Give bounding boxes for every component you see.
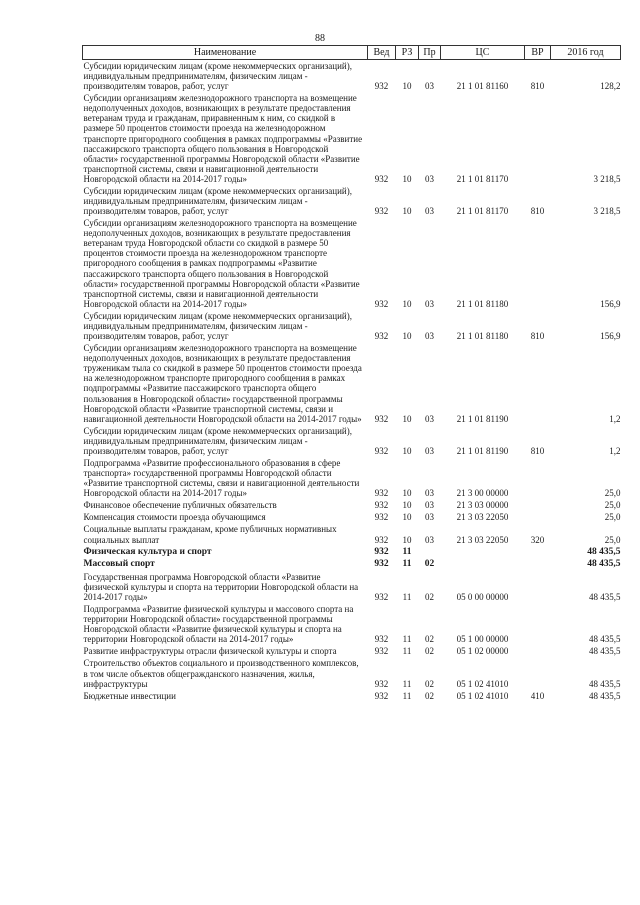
row-vr bbox=[525, 546, 551, 559]
row-rz: 11 bbox=[402, 646, 412, 657]
row-ved: 932 bbox=[374, 413, 389, 424]
table-row bbox=[83, 217, 621, 310]
table-row bbox=[83, 425, 621, 457]
row-sum: 3 218,5 bbox=[593, 206, 621, 217]
row-ved: 932 bbox=[374, 512, 389, 523]
table-row bbox=[83, 645, 621, 657]
row-name: Строительство объектов социального и производственного комплексов, в том числе объектов общегражданского назначения, жилья, инфраструктуры bbox=[83, 658, 359, 689]
row-vr: 810 bbox=[530, 331, 545, 342]
table-row bbox=[83, 571, 621, 603]
row-name: Финансовое обеспечение публичных обязательств bbox=[83, 500, 277, 511]
row-name: Массовый спорт bbox=[83, 559, 155, 570]
row-name: Субсидии организациям железнодорожного транспорта на возмещение недополученных доходов, возникающих в результате предоставления ветеранам труда и гражданам, приравненным к ним, со скидкой в размере 50 процентов стоимости проезда на железнодорожном транспорте пригородного сообщения в рамках подпрограммы «Развитие пассажирского транспорта общего пользования в Новгородской области» государственной программы Новгородской области «Развитие транспортной системы, связи и навигационной деятельности Новгородской области на 2014-2017 годы» bbox=[83, 93, 363, 184]
row-pr: 02 bbox=[425, 634, 434, 645]
row-sum: 1,2 bbox=[609, 413, 621, 424]
row-cs: 21 3 03 22050 bbox=[456, 534, 509, 545]
row-rz: 10 bbox=[402, 206, 412, 217]
row-cs: 21 1 01 81170 bbox=[456, 206, 509, 217]
row-sum: 25,0 bbox=[604, 534, 621, 545]
row-rz: 10 bbox=[402, 534, 412, 545]
row-cs: 21 1 01 81190 bbox=[456, 413, 509, 424]
row-ved: 932 bbox=[374, 646, 389, 657]
row-sum: 48 435,5 bbox=[589, 646, 621, 657]
row-vr bbox=[525, 645, 551, 657]
row-name: Субсидии юридическим лицам (кроме некоммерческих организаций), индивидуальным предпринимателям, физическим лицам - производителям товаров, работ, услуг bbox=[83, 310, 352, 342]
table-row bbox=[83, 310, 621, 342]
row-vr: 320 bbox=[530, 534, 545, 545]
row-rz: 11 bbox=[402, 634, 412, 645]
row-cs bbox=[441, 546, 525, 559]
row-rz: 10 bbox=[402, 298, 412, 309]
row-name: Субсидии организациям железнодорожного транспорта на возмещение недополученных доходов, возникающих в результате предоставления ветеранам труда Новгородской области со скидкой в размере 50 процентов стоимости проезда на железнодорожном транспорте пригородного сообщения в рамках подпрограммы «Развитие пассажирского транспорта общего пользования в Новгородской области» государственной программы Новгородской области «Развитие транспортной системы, связи и навигационной деятельности Новгородской области на 2014-2017 годы» bbox=[83, 218, 360, 309]
row-name: Бюджетные инвестиции bbox=[83, 690, 176, 701]
row-vr bbox=[525, 603, 551, 645]
header-year: 2016 год bbox=[551, 46, 621, 60]
row-sum: 48 435,5 bbox=[589, 592, 621, 602]
row-sum: 48 435,5 bbox=[587, 559, 621, 570]
row-sum: 25,0 bbox=[604, 488, 621, 499]
row-sum: 1,2 bbox=[609, 445, 621, 456]
table-body bbox=[83, 60, 621, 702]
row-ved: 932 bbox=[374, 678, 389, 689]
row-rz: 10 bbox=[402, 173, 412, 184]
row-pr: 03 bbox=[425, 331, 434, 342]
row-pr: 02 bbox=[425, 678, 434, 689]
row-name: Подпрограмма «Развитие профессионального образования в сфере транспорта» государственной программы Новгородской области «Развитие транспортной системы, связи и навигационной деятельности Новгородской области на 2014-2017 годы» bbox=[83, 457, 360, 499]
table-row bbox=[83, 342, 621, 425]
row-pr: 03 bbox=[425, 512, 434, 523]
row-ved: 932 bbox=[374, 690, 389, 701]
row-pr: 03 bbox=[425, 413, 434, 424]
row-cs: 05 0 00 00000 bbox=[456, 592, 509, 602]
row-rz: 10 bbox=[402, 81, 412, 92]
row-sum: 48 435,5 bbox=[587, 546, 621, 557]
row-ved: 932 bbox=[374, 534, 389, 545]
row-cs bbox=[441, 558, 525, 571]
row-cs: 05 1 02 41010 bbox=[456, 678, 509, 689]
table-row bbox=[83, 60, 621, 93]
table-row bbox=[83, 558, 621, 571]
table-row bbox=[83, 523, 621, 545]
row-vr bbox=[525, 511, 551, 523]
row-sum: 128,2 bbox=[600, 81, 621, 92]
row-cs: 21 3 03 22050 bbox=[456, 512, 509, 523]
row-pr: 03 bbox=[425, 173, 434, 184]
row-ved: 932 bbox=[374, 488, 389, 499]
row-sum: 48 435,5 bbox=[589, 690, 621, 701]
row-rz: 11 bbox=[402, 678, 412, 689]
row-pr: 03 bbox=[425, 298, 434, 309]
row-ved: 932 bbox=[374, 634, 389, 645]
row-sum: 25,0 bbox=[604, 512, 621, 523]
row-sum: 25,0 bbox=[604, 500, 621, 511]
row-vr bbox=[525, 217, 551, 310]
row-pr: 03 bbox=[425, 500, 434, 511]
row-pr: 03 bbox=[425, 488, 434, 499]
row-vr bbox=[525, 571, 551, 603]
row-cs: 21 3 00 00000 bbox=[456, 488, 509, 499]
table-header-row bbox=[83, 46, 621, 60]
row-name: Государственная программа Новгородской области «Развитие физической культуры и спорта на территории Новгородской области на 2014-2017 годы» bbox=[83, 571, 359, 602]
row-rz: 11 bbox=[402, 690, 412, 701]
header-pr: Пр bbox=[419, 46, 441, 60]
row-rz: 10 bbox=[402, 331, 412, 342]
row-cs: 21 1 01 81160 bbox=[456, 81, 509, 92]
row-rz: 11 bbox=[402, 592, 412, 602]
row-pr: 03 bbox=[425, 534, 434, 545]
table-row bbox=[83, 499, 621, 511]
table-row bbox=[83, 92, 621, 185]
header-cs: ЦС bbox=[441, 46, 525, 60]
row-vr: 810 bbox=[530, 206, 545, 217]
row-vr bbox=[525, 657, 551, 689]
row-name: Подпрограмма «Развитие физической культуры и массового спорта на территории Новгородской области» государственной программы Новгородской области «Развитие физической культуры и спорта на территории Новгородской области на 2014-2017 годы» bbox=[83, 604, 354, 645]
row-pr: 02 bbox=[425, 592, 434, 602]
row-rz: 10 bbox=[402, 413, 412, 424]
row-ved: 932 bbox=[374, 559, 389, 570]
row-pr: 02 bbox=[424, 559, 435, 570]
row-sum: 3 218,5 bbox=[593, 173, 621, 184]
row-name: Субсидии юридическим лицам (кроме некоммерческих организаций), индивидуальным предпринимателям, физическим лицам - производителям товаров, работ, услуг bbox=[83, 185, 352, 217]
row-rz: 10 bbox=[402, 445, 412, 456]
header-vr: ВР bbox=[525, 46, 551, 60]
row-rz: 10 bbox=[402, 488, 412, 499]
row-ved: 932 bbox=[374, 81, 389, 92]
row-ved: 932 bbox=[374, 173, 389, 184]
row-rz: 11 bbox=[402, 559, 412, 570]
row-cs: 05 1 02 00000 bbox=[456, 646, 509, 657]
row-cs: 21 1 01 81170 bbox=[456, 173, 509, 184]
row-ved: 932 bbox=[374, 546, 389, 557]
table-row bbox=[83, 185, 621, 217]
table-row bbox=[83, 690, 621, 702]
row-rz: 11 bbox=[402, 546, 412, 557]
row-pr: 02 bbox=[425, 646, 434, 657]
page-number: 88 bbox=[315, 33, 325, 44]
row-pr: 02 bbox=[425, 690, 434, 701]
row-vr bbox=[525, 92, 551, 185]
budget-table bbox=[82, 45, 621, 702]
row-ved: 932 bbox=[374, 331, 389, 342]
row-vr bbox=[525, 558, 551, 571]
row-ved: 932 bbox=[374, 206, 389, 217]
row-ved: 932 bbox=[374, 592, 389, 602]
row-cs: 21 3 03 00000 bbox=[456, 500, 509, 511]
row-rz: 10 bbox=[402, 512, 412, 523]
header-ved: Вед bbox=[368, 46, 396, 60]
row-cs: 21 1 01 81190 bbox=[456, 445, 509, 456]
row-rz: 10 bbox=[402, 500, 412, 511]
row-name: Субсидии юридическим лицам (кроме некоммерческих организаций), индивидуальным предпринимателям, физическим лицам - производителям товаров, работ, услуг bbox=[83, 61, 352, 92]
row-vr bbox=[525, 457, 551, 499]
row-name: Субсидии организациям железнодорожного транспорта на возмещение недополученных доходов, возникающих в результате предоставления труженикам тыла со скидкой в размере 50 процентов стоимости проезда на железнодорожном транспорте пригородного сообщения в рамках подпрограммы «Развитие пассажирского транспорта общего пользования в Новгородской области» государственной программы Новгородской области «Развитие транспортной системы, связи и навигационной деятельности Новгородской области на 2014-2017 годы» bbox=[83, 343, 362, 424]
row-ved: 932 bbox=[374, 445, 389, 456]
row-pr: 03 bbox=[425, 445, 434, 456]
row-sum: 156,9 bbox=[600, 331, 621, 342]
table-row bbox=[83, 457, 621, 499]
row-ved: 932 bbox=[374, 500, 389, 511]
table-row bbox=[83, 546, 621, 559]
row-name: Социальные выплаты гражданам, кроме публичных нормативных социальных выплат bbox=[83, 524, 337, 545]
row-pr: 03 bbox=[425, 81, 434, 92]
header-name: Наименование bbox=[83, 46, 368, 60]
row-name: Физическая культура и спорт bbox=[83, 546, 212, 557]
row-sum: 156,9 bbox=[600, 298, 621, 309]
table-row bbox=[83, 657, 621, 689]
row-vr: 810 bbox=[530, 445, 545, 456]
row-cs: 05 1 00 00000 bbox=[456, 634, 509, 645]
table-row bbox=[83, 511, 621, 523]
row-sum: 48 435,5 bbox=[589, 634, 621, 645]
row-vr: 410 bbox=[530, 690, 545, 701]
row-pr: 03 bbox=[425, 206, 434, 217]
row-ved: 932 bbox=[374, 298, 389, 309]
row-pr bbox=[419, 546, 441, 559]
row-cs: 21 1 01 81180 bbox=[456, 331, 509, 342]
row-cs: 05 1 02 41010 bbox=[456, 690, 509, 701]
row-cs: 21 1 01 81180 bbox=[456, 298, 509, 309]
row-name: Субсидии юридическим лицам (кроме некоммерческих организаций), индивидуальным предпринимателям, физическим лицам - производителям товаров, работ, услуг bbox=[83, 425, 352, 456]
row-vr: 810 bbox=[530, 81, 545, 92]
row-sum: 48 435,5 bbox=[589, 678, 621, 689]
row-vr bbox=[525, 499, 551, 511]
row-vr bbox=[525, 342, 551, 425]
table-row bbox=[83, 603, 621, 645]
row-name: Компенсация стоимости проезда обучающимся bbox=[83, 512, 266, 523]
row-name: Развитие инфраструктуры отрасли физической культуры и спорта bbox=[83, 646, 337, 657]
header-rz: РЗ bbox=[396, 46, 419, 60]
